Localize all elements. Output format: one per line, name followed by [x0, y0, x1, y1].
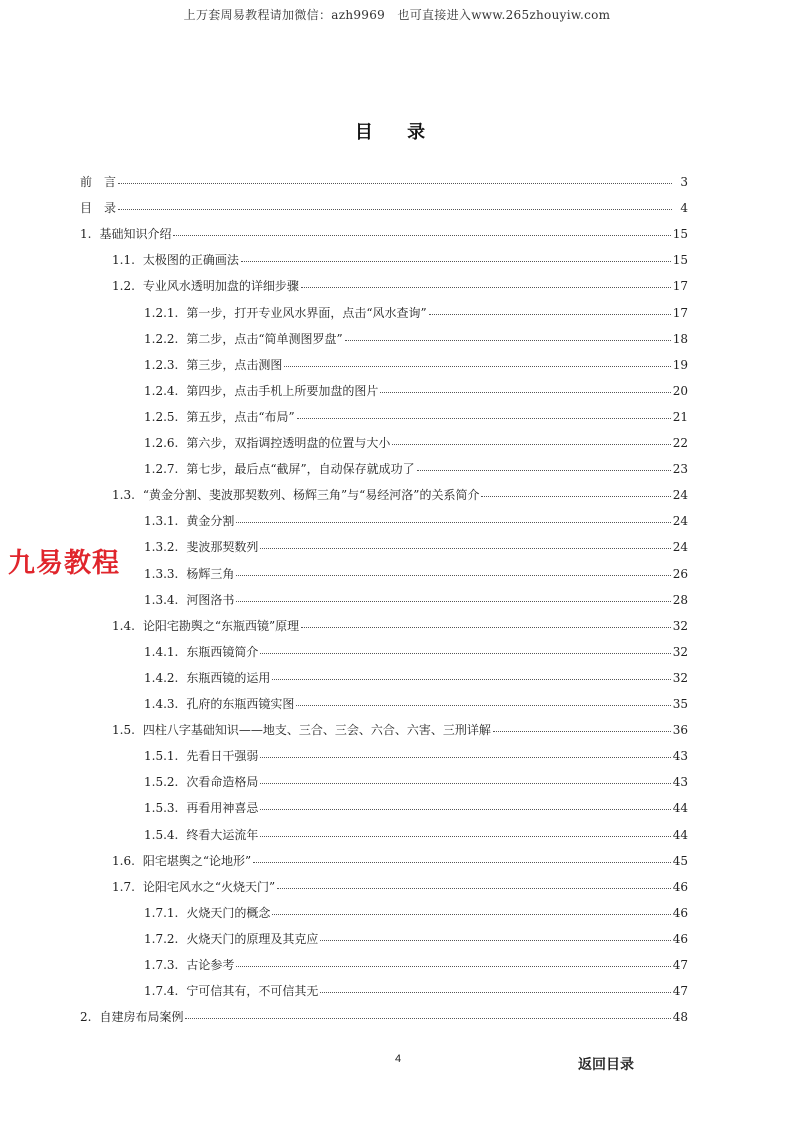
toc-entry[interactable]: [80, 172, 688, 192]
toc-entry-page: 15: [672, 253, 688, 268]
toc-entry[interactable]: [80, 198, 688, 218]
toc-entry[interactable]: [144, 381, 688, 401]
toc-dot-leader: [118, 197, 672, 210]
toc-entry-title: 次看命造格局: [186, 775, 259, 790]
toc-dot-leader: [260, 771, 670, 784]
toc-entry-title: 先看日干强弱: [186, 749, 259, 764]
toc-entry-number: 1.2.1.: [144, 305, 179, 320]
toc-entry-number: 1.2.3.: [144, 357, 179, 372]
toc-entry-number: 1.5.4.: [144, 827, 179, 842]
toc-entry[interactable]: [144, 511, 688, 531]
toc-entry-title: 第一步，打开专业风水界面，点击“风水查询”: [186, 305, 427, 320]
toc-entry-number: 1.3.: [112, 488, 135, 503]
toc-entry-number: 1.: [80, 227, 92, 242]
toc-entry[interactable]: [144, 981, 688, 1001]
toc-entry-title: 火烧天门的概念: [186, 905, 271, 920]
toc-entry-title: 东瓶西镜的运用: [186, 670, 271, 685]
toc-entry-title: 专业风水透明加盘的详细步骤: [142, 279, 299, 294]
toc-entry[interactable]: [144, 798, 688, 818]
toc-dot-leader: [118, 171, 672, 184]
page-title: 目 录: [354, 122, 440, 143]
toc-entry-number: 1.5.1.: [144, 749, 179, 764]
toc-entry-title: 古论参考: [186, 958, 235, 972]
toc-entry-number: 1.7.1.: [144, 905, 179, 920]
toc-dot-leader: [236, 589, 670, 602]
toc-entry[interactable]: [112, 720, 688, 740]
toc-entry-title: 河图洛书: [186, 592, 235, 607]
toc-dot-leader: [272, 902, 670, 915]
toc-entry-page: 43: [672, 749, 688, 764]
toc-dot-leader: [380, 380, 670, 393]
toc-entry-title: 阳宅堪舆之“论地形”: [142, 853, 252, 868]
toc-entry[interactable]: [144, 694, 688, 714]
watermark-logo: 九易教程: [8, 548, 120, 579]
toc-entry-title: 第四步，点击手机上所要加盘的图片: [186, 383, 379, 398]
toc-entry-title: 再看用神喜忌: [186, 801, 259, 816]
toc-dot-leader: [481, 484, 670, 497]
toc-entry-page: 47: [672, 958, 688, 972]
toc-entry-number: 2.: [80, 1010, 92, 1025]
toc-entry-title: 杨辉三角: [186, 566, 235, 581]
toc-entry-page: 32: [672, 670, 688, 685]
toc-entry[interactable]: [144, 668, 688, 688]
toc-dot-leader: [260, 641, 670, 654]
toc-entry-page: 43: [672, 775, 688, 790]
toc-entry[interactable]: [144, 407, 688, 427]
toc-entry-page: 26: [672, 566, 688, 581]
toc-entry-title: 第二步，点击“简单测图罗盘”: [186, 331, 343, 346]
toc-entry-title: 第七步，最后点“截屏”，自动保存就成功了: [186, 462, 415, 477]
toc-dot-leader: [392, 432, 670, 445]
toc-dot-leader: [236, 510, 670, 523]
toc-entry-number: 1.2.7.: [144, 462, 179, 477]
toc-entry[interactable]: [144, 903, 688, 923]
toc-entry-number: 1.3.1.: [144, 514, 179, 529]
toc-entry-number: 1.4.1.: [144, 644, 179, 659]
toc-entry-number: 1.1.: [112, 253, 135, 268]
toc-entry-title: 斐波那契数列: [186, 540, 259, 555]
toc-dot-leader: [320, 980, 670, 993]
toc-entry-number: 1.2.: [112, 279, 135, 294]
toc-dot-leader: [320, 928, 670, 941]
toc-entry-number: 1.4.2.: [144, 670, 179, 685]
toc-entry-page: 36: [672, 723, 688, 738]
toc-entry-number: 1.7.3.: [144, 958, 179, 972]
toc-dot-leader: [260, 536, 670, 549]
toc-entry[interactable]: [144, 537, 688, 557]
toc-dot-leader: [260, 745, 670, 758]
toc-entry[interactable]: [144, 642, 688, 662]
toc-entry-number: 1.2.6.: [144, 436, 179, 450]
toc-entry-page: 32: [672, 644, 688, 659]
toc-entry[interactable]: [80, 1007, 688, 1027]
toc-entry[interactable]: [144, 825, 688, 845]
toc-dot-leader: [236, 563, 670, 576]
toc-entry-page: 24: [672, 488, 688, 503]
toc-entry-number: 1.6.: [112, 853, 135, 868]
toc-entry[interactable]: [144, 590, 688, 610]
toc-entry-title: 前 言: [80, 175, 117, 189]
toc-entry-page: 46: [672, 879, 688, 894]
toc-entry-page: 44: [672, 827, 688, 842]
toc-entry-number: 1.4.: [112, 618, 135, 633]
toc-entry-page: 46: [672, 905, 688, 920]
toc-entry-title: 论阳宅风水之“火烧天门”: [142, 879, 276, 894]
back-to-toc-link[interactable]: 返回目录: [578, 1057, 634, 1073]
toc-entry-page: 15: [672, 227, 688, 242]
toc-entry[interactable]: [144, 459, 688, 479]
toc-entry[interactable]: [144, 772, 688, 792]
toc-dot-leader: [277, 876, 671, 889]
toc-entry-title: 黄金分割: [186, 514, 235, 529]
toc-entry-number: 1.2.2.: [144, 331, 179, 346]
toc-entry-page: 17: [672, 279, 688, 294]
toc-dot-leader: [296, 693, 670, 706]
toc-dot-leader: [493, 719, 671, 732]
toc-entry[interactable]: [112, 250, 688, 270]
toc-entry-title: 孔府的东瓶西镜实图: [186, 697, 295, 711]
toc-entry[interactable]: [144, 303, 688, 323]
toc-entry-title: 东瓶西镜简介: [186, 644, 259, 659]
toc-dot-leader: [241, 249, 671, 262]
toc-dot-leader: [260, 824, 670, 837]
toc-entry-page: 21: [672, 409, 688, 424]
toc-entry-page: 19: [672, 357, 688, 372]
toc-entry[interactable]: [112, 485, 688, 505]
toc-entry-number: 1.4.3.: [144, 697, 179, 711]
toc-entry-title: 宁可信其有，不可信其无: [186, 984, 319, 999]
toc-entry-title: 自建房布局案例: [99, 1010, 184, 1025]
toc-entry-page: 23: [672, 462, 688, 477]
toc-entry-title: 目 录: [80, 201, 117, 216]
toc-dot-leader: [429, 302, 671, 315]
toc-entry-page: 28: [672, 592, 688, 607]
toc-entry-title: 四柱八字基础知识——地支、三合、三会、六合、六害、三刑详解: [142, 723, 491, 738]
toc-entry[interactable]: [144, 564, 688, 584]
toc-dot-leader: [345, 328, 671, 341]
header-banner: 上万套周易教程请加微信：azh9969 也可直接进入www.265zhouyiw.com: [183, 8, 611, 22]
toc-entry-page: 44: [672, 801, 688, 816]
toc-entry-title: 第三步，点击测图: [186, 357, 283, 372]
toc-dot-leader: [297, 406, 671, 419]
toc-entry[interactable]: [144, 955, 688, 975]
toc-dot-leader: [284, 354, 670, 367]
toc-entry-page: 47: [672, 984, 688, 999]
toc-entry-title: 第五步，点击“布局”: [186, 409, 295, 424]
toc-entry-title: 基础知识介绍: [99, 227, 172, 242]
toc-entry-number: 1.3.4.: [144, 592, 179, 607]
toc-entry-number: 1.2.4.: [144, 383, 179, 398]
toc-dot-leader: [301, 275, 671, 288]
toc-entry-title: 火烧天门的原理及其克应: [186, 931, 319, 946]
toc-entry-number: 1.7.: [112, 879, 135, 894]
toc-entry-page: 24: [672, 514, 688, 529]
toc-entry-page: 45: [672, 853, 688, 868]
toc-entry-page: 32: [672, 618, 688, 633]
toc-entry-number: 1.2.5.: [144, 409, 179, 424]
toc-entry-number: 1.7.2.: [144, 931, 179, 946]
toc-entry-page: 35: [672, 697, 688, 711]
toc-entry-number: 1.7.4.: [144, 984, 179, 999]
toc-entry-number: 1.3.2.: [144, 540, 179, 555]
toc-entry-number: 1.5.3.: [144, 801, 179, 816]
toc-entry[interactable]: [112, 616, 688, 636]
toc-entry-number: 1.3.3.: [144, 566, 179, 581]
toc-entry[interactable]: [144, 433, 688, 453]
toc-entry-page: 24: [672, 540, 688, 555]
toc-entry-page: 20: [672, 383, 688, 398]
toc-dot-leader: [185, 1006, 670, 1019]
toc-entry-number: 1.5.: [112, 723, 135, 738]
toc-dot-leader: [417, 458, 671, 471]
toc-entry-page: 46: [672, 931, 688, 946]
toc-entry-page: 22: [672, 436, 688, 450]
toc-entry-title: 第六步，双指调控透明盘的位置与大小: [186, 436, 391, 450]
toc-entry-page: 4: [680, 201, 688, 216]
toc-entry[interactable]: [112, 851, 688, 871]
toc-entry-title: “黄金分割、斐波那契数列、杨辉三角”与“易经河洛”的关系简介: [142, 488, 480, 503]
toc-entry-title: 太极图的正确画法: [142, 253, 239, 268]
toc-entry[interactable]: [112, 276, 688, 296]
toc-entry[interactable]: [144, 746, 688, 766]
page-number: 4: [394, 1053, 402, 1065]
toc-entry-page: 48: [672, 1010, 688, 1025]
toc-entry[interactable]: [144, 329, 688, 349]
toc-dot-leader: [173, 223, 670, 236]
toc-entry[interactable]: [144, 929, 688, 949]
toc-dot-leader: [260, 797, 670, 810]
toc-entry[interactable]: [144, 355, 688, 375]
toc-dot-leader: [236, 954, 670, 967]
toc-entry[interactable]: [112, 877, 688, 897]
toc-entry-page: 3: [680, 175, 688, 189]
toc-dot-leader: [272, 667, 670, 680]
toc-dot-leader: [253, 850, 671, 863]
toc-entry-title: 论阳宅勘舆之“东瓶西镜”原理: [142, 618, 300, 633]
toc-dot-leader: [301, 615, 671, 628]
toc-entry-page: 17: [672, 305, 688, 320]
toc-entry-number: 1.5.2.: [144, 775, 179, 790]
toc-entry[interactable]: [80, 224, 688, 244]
toc-entry-page: 18: [672, 331, 688, 346]
toc-entry-title: 终看大运流年: [186, 827, 259, 842]
